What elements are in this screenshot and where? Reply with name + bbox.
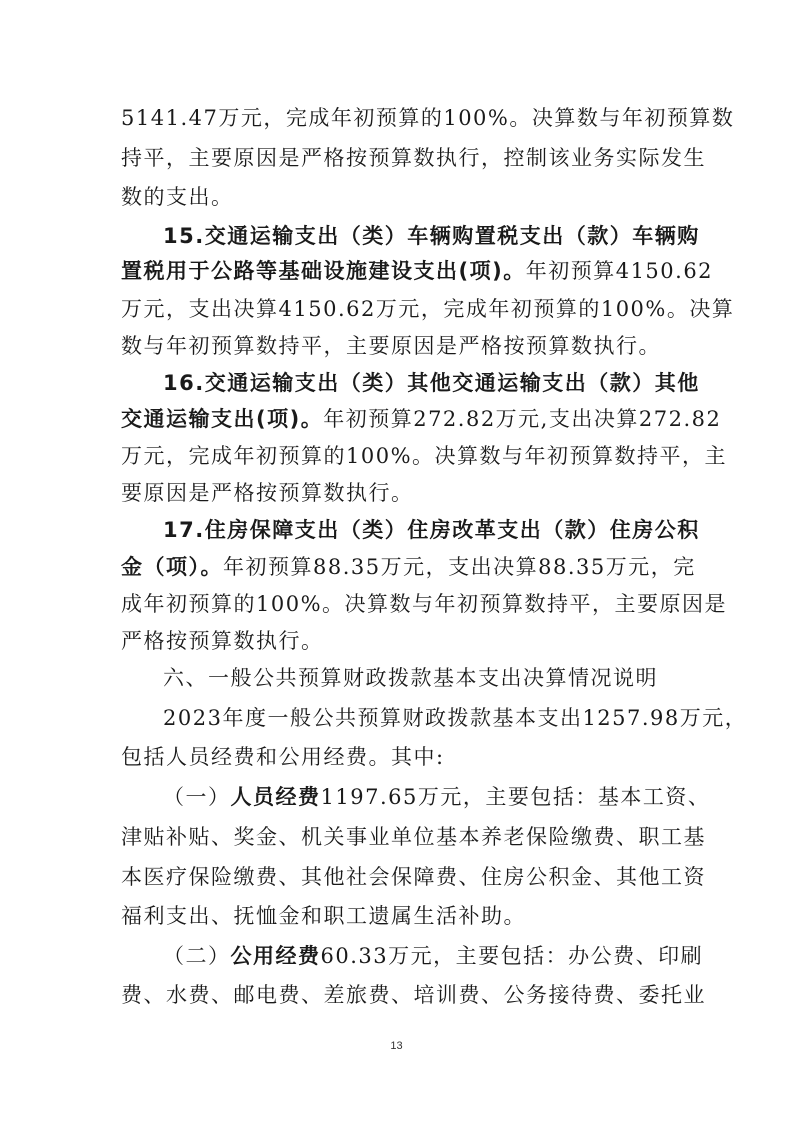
body-line	[121, 626, 324, 656]
body-line	[121, 589, 727, 619]
body-line	[121, 441, 727, 471]
page-number: 13	[390, 1040, 403, 1052]
line-text: 持平，主要原因是严格按预算数执行，控制该业务实际发生	[121, 146, 706, 170]
body-line	[121, 742, 445, 772]
body-line	[163, 703, 747, 733]
body-line	[121, 404, 721, 434]
line-text: 5141.47万元，完成年初预算的100%。决算数与年初预算数	[121, 106, 735, 130]
line-text: 费、水费、邮电费、差旅费、培训费、公务接待费、委托业	[121, 983, 706, 1007]
body-line	[163, 782, 710, 812]
line-text: 津贴补贴、奖金、机关事业单位基本养老保险缴费、职工基	[121, 825, 706, 849]
list-prefix: （一）	[163, 785, 231, 809]
line-text: 成年初预算的100%。决算数与年初预算数持平，主要原因是	[121, 592, 728, 616]
bold-heading-text: 金（项）。	[121, 555, 223, 579]
line-text: 数的支出。	[121, 185, 234, 209]
body-line	[121, 182, 234, 212]
bold-heading-text: 交通运输支出(项)。	[121, 407, 324, 431]
section-heading	[163, 663, 658, 693]
list-prefix: （二）	[163, 944, 231, 968]
line-text: 六、一般公共预算财政拨款基本支出决算情况说明	[163, 666, 658, 690]
body-line	[121, 552, 696, 582]
line-text: 年初预算88.35万元，支出决算88.35万元，完	[223, 555, 696, 579]
bold-heading-text: 公用经费	[230, 944, 321, 968]
bold-heading-text: 置税用于公路等基础设施建设支出(项)。	[121, 259, 526, 283]
body-line	[121, 294, 734, 324]
body-line	[121, 256, 713, 286]
body-line	[163, 515, 700, 545]
bold-heading-text: 15.交通运输支出（类）车辆购置税支出（款）车辆购	[163, 224, 700, 248]
line-text: 万元，支出决算4150.62万元，完成年初预算的100%。决算	[121, 297, 735, 321]
body-line	[163, 368, 700, 398]
line-text: 万元，完成年初预算的100%。决算数与年初预算数持平，主	[121, 444, 728, 468]
body-line	[121, 862, 706, 892]
line-text: 1197.65万元，主要包括：基本工资、	[320, 785, 711, 809]
line-text: 年初预算272.82万元,支出决算272.82	[323, 407, 722, 431]
bold-heading-text: 人员经费	[230, 785, 321, 809]
line-text: 福利支出、抚恤金和职工遗属生活补助。	[121, 904, 526, 928]
line-text: 严格按预算数执行。	[121, 629, 324, 653]
body-line	[121, 980, 706, 1010]
line-text: 2023年度一般公共预算财政拨款基本支出1257.98万元，	[163, 706, 748, 730]
body-line	[121, 901, 526, 931]
body-line	[163, 221, 700, 251]
body-line	[121, 103, 734, 133]
line-text: 数与年初预算数持平，主要原因是严格按预算数执行。	[121, 334, 661, 358]
bold-heading-text: 16.交通运输支出（类）其他交通运输支出（款）其他	[163, 371, 700, 395]
body-line	[121, 143, 706, 173]
body-line	[121, 331, 661, 361]
bold-heading-text: 17.住房保障支出（类）住房改革支出（款）住房公积	[163, 518, 700, 542]
line-text: 包括人员经费和公用经费。其中:	[121, 745, 445, 769]
line-text: 60.33万元，主要包括：办公费、印刷	[320, 944, 704, 968]
line-text: 年初预算4150.62	[525, 259, 714, 283]
body-line	[121, 478, 414, 508]
body-line	[121, 822, 706, 852]
body-line	[163, 941, 703, 971]
line-text: 本医疗保险缴费、其他社会保障费、住房公积金、其他工资	[121, 865, 706, 889]
line-text: 要原因是严格按预算数执行。	[121, 481, 414, 505]
